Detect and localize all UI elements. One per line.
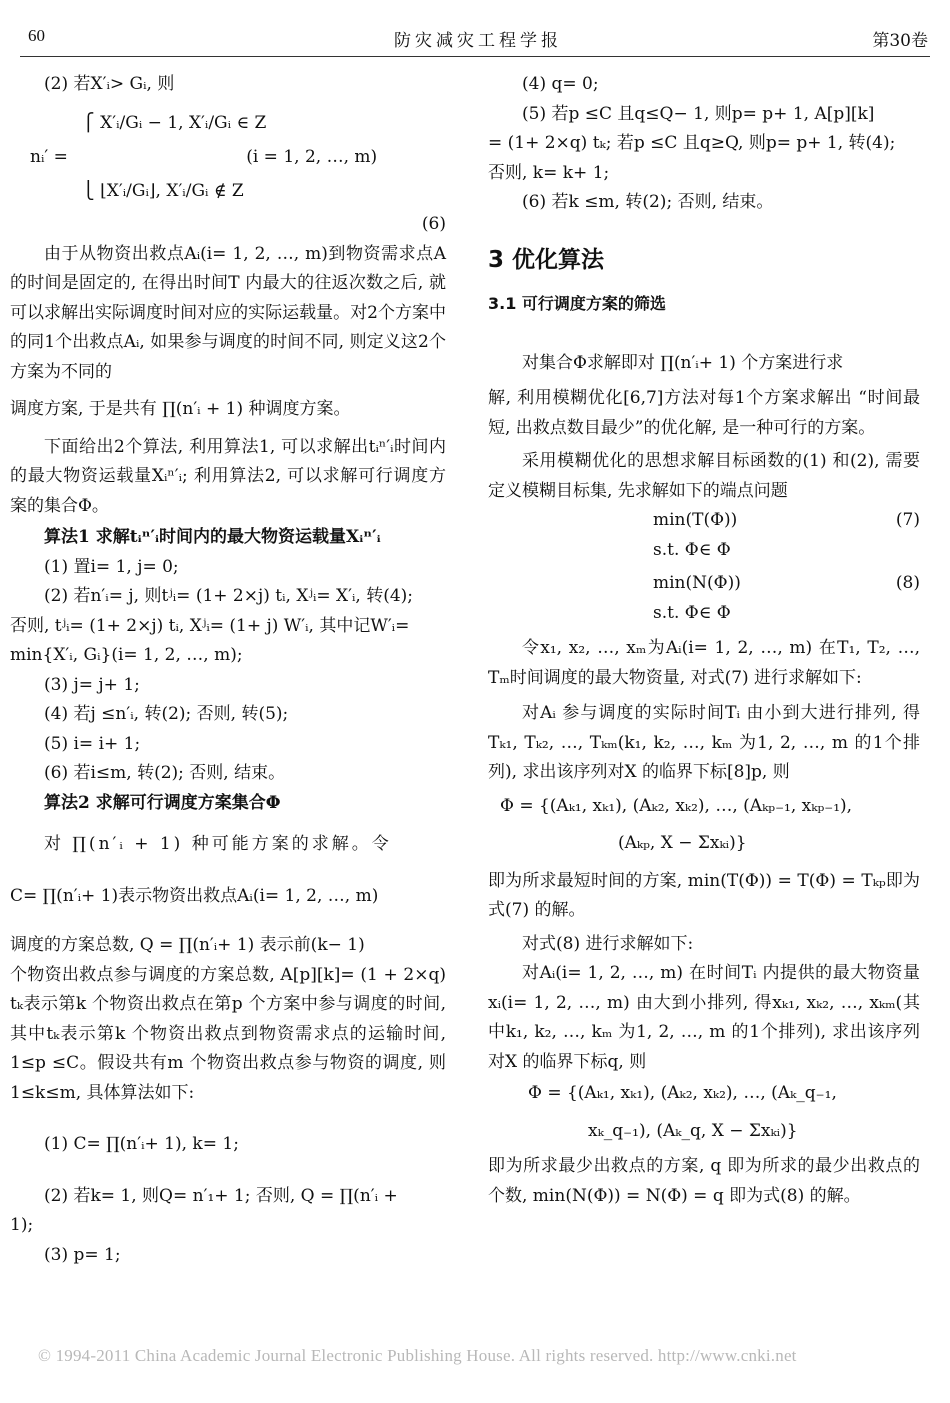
volume-label: 第30卷	[872, 31, 928, 51]
section-3-1-paragraph-2: 采用模糊优化的思想求解目标函数的(1) 和(2), 需要定义模糊目标集, 先求解如下的端点问题	[488, 451, 920, 501]
alg1-step-2-cont: 否则, tʲᵢ= (1+ 2×j) tᵢ, Xʲᵢ= (1+ j) W′ᵢ, 其中记W′ᵢ=	[10, 615, 410, 636]
case-2-label: (2) 若X′ᵢ> Gᵢ, 则	[44, 74, 175, 94]
alg2-step-3: (3) p= 1;	[44, 1244, 121, 1265]
journal-title: 防灾减灾工程学报	[394, 31, 562, 51]
eq7-constraint: s.t. Φ∈ Φ	[653, 539, 731, 560]
paragraph-2: 下面给出2个算法, 利用算法1, 可以求解出tᵢⁿ′ᵢ时间内的最大物资运载量Xᵢⁿ′ᵢ; 利用算法2, 可以求解可行调度方案的集合Φ。	[10, 436, 446, 516]
alg2-paragraph-2: C= ∏(n′ᵢ+ 1)表示物资出救点Aᵢ(i= 1, 2, …, m)	[10, 885, 379, 906]
eq8-number: (8)	[895, 573, 920, 593]
alg2-step-2: (2) 若k= 1, 则Q= n′₁+ 1; 否则, Q = ∏(n′ᵢ +	[44, 1185, 398, 1206]
section-3-1-paragraph-1-cont: 解, 利用模糊优化[6,7]方法对每1个方案求解出 “时间最短, 出救点数目最少”的优化解, 是一种可行的方案。	[488, 388, 920, 438]
alg1-step-4: (4) 若j ≤n′ᵢ, 转(2); 否则, 转(5);	[44, 704, 289, 724]
alg1-step-6: (6) 若i≤m, 转(2); 否则, 结束。	[44, 763, 286, 783]
eq7-number: (7)	[895, 510, 920, 530]
solution-set-a-line-1: Φ = {(Aₖ₁, xₖ₁), (Aₖ₂, xₖ₂), …, (Aₖₚ₋₁, xₖₚ₋₁),	[500, 795, 853, 816]
header-rule	[20, 56, 930, 57]
paragraph-5: 即为所求最短时间的方案, min(T(Φ)) = T(Φ) = Tₖₚ即为式(7) 的解。	[488, 870, 920, 920]
alg1-step-2: (2) 若n′ᵢ= j, 则tʲᵢ= (1+ 2×j) tᵢ, Xʲᵢ= X′ᵢ, 转(4);	[44, 586, 414, 606]
section-3-1-paragraph-1: 对集合Φ求解即对 ∏(n′ᵢ+ 1) 个方案进行求	[522, 352, 844, 373]
alg1-step-3: (3) j= j+ 1;	[44, 674, 140, 695]
paragraph-6: 对式(8) 进行求解如下:	[522, 933, 694, 954]
alg2-step-5: (5) 若p ≤C 且q≤Q− 1, 则p= p+ 1, A[p][k]	[522, 103, 875, 124]
paragraph-1-end: 调度方案, 于是共有 ∏(n′ᵢ + 1) 种调度方案。	[10, 399, 351, 419]
alg1-step-2-cont2: min{X′ᵢ, Gᵢ}(i= 1, 2, …, m);	[10, 645, 243, 665]
paragraph-1: 由于从物资出救点Aᵢ(i= 1, 2, …, m)到物资需求点A 的时间是固定的, 在得出时间T 内最大的往返次数之后, 就可以求解出实际调度时间对应的实际运载量。对2个方案中的同1个出救点Aᵢ, 如果参与调度的时间不同, 则定义这2个方案为不同的	[10, 243, 446, 382]
paragraph-8: 即为所求最少出救点的方案, q 即为所求的最少出救点的个数, min(N(Φ)) = N(Φ) = q 即为式(8) 的解。	[488, 1156, 920, 1206]
solution-set-b-line-1: Φ = {(Aₖ₁, xₖ₁), (Aₖ₂, xₖ₂), …, (Aₖ_q₋₁,	[528, 1083, 837, 1103]
eq8-constraint: s.t. Φ∈ Φ	[653, 602, 731, 623]
paragraph-7: 对Aᵢ(i= 1, 2, …, m) 在时间Tᵢ 内提供的最大物资量xᵢ(i= 1, 2, …, m) 由大到小排列, 得xₖ₁, xₖ₂, …, xₖₘ(其中k₁, k₂, …, kₘ 为1, 2, …, m 的1个排列), 求出该序列对X 的临界下标q, 则	[488, 963, 920, 1072]
copyright-footer: © 1994-2011 China Academic Journal Electronic Publishing House. All rights reserved. http://www.cnki.net	[38, 1346, 797, 1365]
page-number: 60	[28, 26, 45, 45]
section-3-heading: 3 优化算法	[488, 246, 605, 273]
eq6-number-row	[10, 210, 446, 240]
algorithm-1-title: 算法1 求解tᵢⁿ′ᵢ时间内的最大物资运载量Xᵢⁿ′ᵢ	[44, 527, 381, 547]
solution-set-a-line-2: (Aₖₚ, X − Σxₖᵢ)}	[618, 833, 747, 853]
alg2-step-2-cont: 1);	[10, 1215, 34, 1235]
paragraph-3: 令x₁, x₂, …, xₘ为Aᵢ(i= 1, 2, …, m) 在T₁, T₂, …, Tₘ时间调度的最大物资量, 对式(7) 进行求解如下:	[488, 638, 920, 688]
alg1-step-5: (5) i= i+ 1;	[44, 733, 141, 754]
alg2-step-6: (6) 若k ≤m, 转(2); 否则, 结束。	[522, 192, 774, 212]
eq8-objective: min(N(Φ))	[653, 573, 741, 593]
alg2-step-5-cont: = (1+ 2×q) tₖ; 若p ≤C 且q≥Q, 则p= p+ 1, 转(4);	[488, 133, 896, 153]
equation-8	[488, 569, 920, 628]
solution-set-b-line-2: xₖ_q₋₁), (Aₖ_q, X − Σxₖᵢ)}	[588, 1120, 798, 1141]
alg1-step-1: (1) 置i= 1, j= 0;	[44, 556, 179, 577]
right-column	[488, 70, 920, 1211]
left-column	[10, 70, 446, 1270]
alg2-step-4: (4) q= 0;	[522, 74, 599, 94]
alg2-paragraph-4: 个物资出救点参与调度的方案总数, A[p][k]= (1 + 2×q) tₖ表示第k 个物资出救点在第p 个方案中参与调度的时间, 其中tₖ表示第k 个物资出救点到物资需求点的运输时间, 1≤p ≤C。假设共有m 个物资出救点参与物资的调度, 则1≤k≤m, 具体算法如下:	[10, 964, 446, 1103]
alg2-step-1: (1) C= ∏(n′ᵢ+ 1), k= 1;	[44, 1134, 239, 1154]
eq6-line-2: nᵢ′ = (i = 1, 2, …, m)	[30, 146, 378, 167]
eq6-line-1: ⎧ X′ᵢ/Gᵢ − 1, X′ᵢ/Gᵢ ∈ Z	[82, 112, 267, 133]
equation-7	[488, 506, 920, 565]
eq6-line-3: ⎩ ⌊X′ᵢ/Gᵢ⌋, X′ᵢ/Gᵢ ∉ Z	[82, 180, 244, 201]
eq7-objective: min(T(Φ))	[653, 510, 738, 530]
section-3-1-heading: 3.1 可行调度方案的筛选	[488, 294, 666, 313]
page-header	[28, 22, 928, 50]
alg2-paragraph-3: 调度的方案总数, Q = ∏(n′ᵢ+ 1) 表示前(k− 1)	[10, 935, 365, 955]
alg2-step-5-cont2: 否则, k= k+ 1;	[488, 162, 610, 183]
eq6-number: (6)	[421, 213, 446, 234]
paragraph-4: 对Aᵢ 参与调度的实际时间Tᵢ 由小到大进行排列, 得Tₖ₁, Tₖ₂, …, Tₖₘ(k₁, k₂, …, kₘ 为1, 2, …, m 的1个排列), 求出该序列对X 的临界下标[8]p, 则	[488, 703, 920, 782]
algorithm-2-title: 算法2 求解可行调度方案集合Φ	[44, 792, 281, 813]
alg2-paragraph-1: 对 ∏(n′ᵢ + 1) 种可能方案的求解。令	[44, 834, 392, 854]
equation-6	[30, 106, 446, 208]
